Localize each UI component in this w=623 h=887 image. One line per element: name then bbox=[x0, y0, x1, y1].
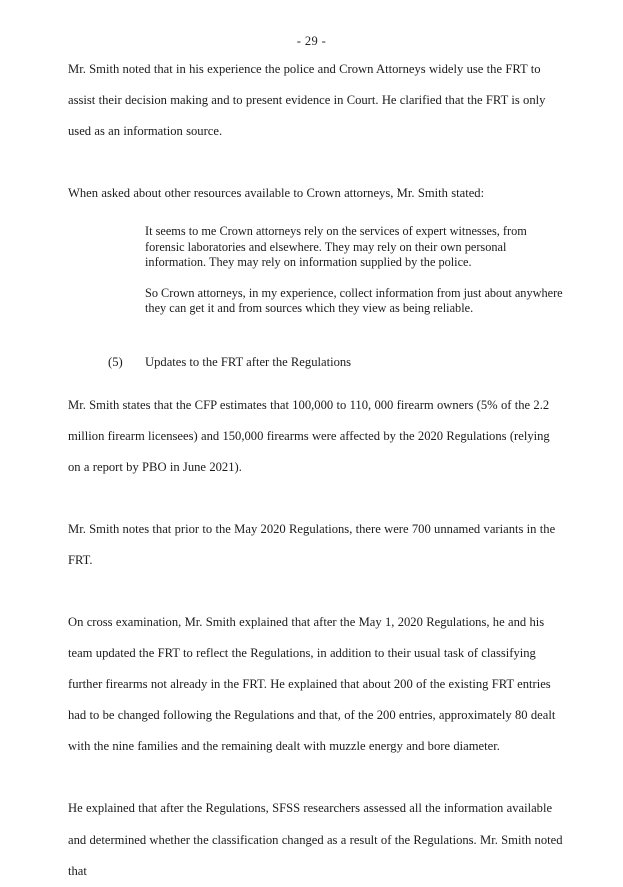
paragraph-5: On cross examination, Mr. Smith explained that after the May 1, 2020 Regulations, he and his team updated the FRT to reflect the Regulations, in addition to their usual task of classifying further firearms not already in the FRT. He explained that about 200 of the existing FRT entries had to be changed following the Regulations and that, of the 200 entries, approximately 80 dealt with the nine families and the remaining dealt with muzzle energy and bore diameter. bbox=[68, 614, 556, 754]
section-heading-number: (5) bbox=[108, 355, 123, 370]
paragraph-spacer-3 bbox=[68, 483, 563, 514]
page-number: - 29 - bbox=[296, 34, 327, 48]
quote-spacer-top bbox=[68, 209, 563, 224]
section-heading bbox=[68, 347, 563, 378]
blockquote-2: So Crown attorneys, in my experience, collect information from just about anywhere they can get it and from sources which they view as being reliable. bbox=[145, 285, 563, 315]
paragraph-2: When asked about other resources available to Crown attorneys, Mr. Smith stated: bbox=[68, 186, 485, 201]
paragraph-spacer-4 bbox=[68, 576, 563, 607]
paragraph-spacer bbox=[68, 147, 563, 178]
paragraph-6: He explained that after the Regulations, SFSS researchers assessed all the information available and determined whether the classification changed as a result of the Regulations. Mr. Smith noted that bbox=[68, 801, 563, 878]
heading-spacer-bottom bbox=[68, 379, 563, 390]
paragraph-spacer-5 bbox=[68, 762, 563, 793]
quote-spacer-middle bbox=[68, 271, 563, 286]
paragraph-4: Mr. Smith notes that prior to the May 2020 Regulations, there were 700 unnamed variants in the FRT. bbox=[68, 521, 556, 567]
page-body bbox=[68, 54, 563, 887]
heading-spacer-top bbox=[68, 316, 563, 347]
paragraph-3: Mr. Smith states that the CFP estimates that 100,000 to 110, 000 firearm owners (5% of the 2.2 million firearm licensees) and 150,000 firearms were affected by the 2020 Regulations (relying on a report by PBO in June 2021). bbox=[68, 397, 550, 474]
paragraph-1: Mr. Smith noted that in his experience the police and Crown Attorneys widely use the FRT to assist their decision making and to present evidence in Court. He clarified that the FRT is only used as an information source. bbox=[68, 62, 546, 139]
section-heading-text: Updates to the FRT after the Regulations bbox=[145, 355, 352, 370]
blockquote-1: It seems to me Crown attorneys rely on the services of expert witnesses, from forensic laboratories and elsewhere. They may rely on their own personal information. They may rely on information supplied by the police. bbox=[145, 224, 527, 270]
